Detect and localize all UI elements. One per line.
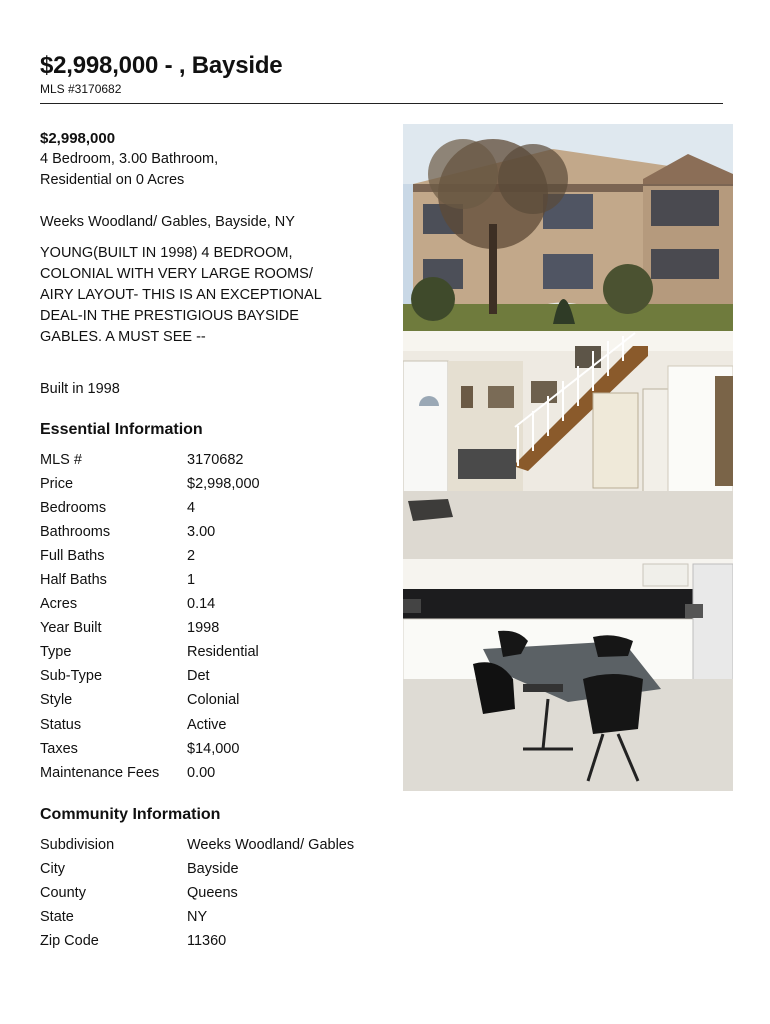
info-row [40, 833, 354, 857]
info-row [40, 448, 260, 472]
summary-line-2: Residential on 0 Acres [40, 172, 185, 188]
info-value: Queens [187, 885, 238, 902]
info-row [40, 761, 260, 785]
info-label: Acres [40, 596, 78, 613]
info-value: 1998 [187, 620, 220, 637]
info-row [40, 713, 260, 737]
summary-address: Weeks Woodland/ Gables, Bayside, NY [40, 214, 295, 230]
info-row [40, 930, 354, 954]
info-label: Sub-Type [40, 668, 103, 685]
info-row [40, 520, 260, 544]
info-label: Zip Code [40, 933, 99, 950]
community-info-heading: Community Information [40, 806, 221, 824]
info-value: 4 [187, 499, 196, 516]
info-row [40, 906, 354, 930]
info-row [40, 882, 354, 906]
info-value: 3.00 [187, 523, 216, 540]
info-label: Half Baths [40, 572, 107, 589]
info-value: 0.14 [187, 596, 216, 613]
kitchen-photo[interactable] [403, 559, 733, 791]
foyer-photo[interactable] [403, 331, 733, 559]
info-label: Taxes [40, 740, 78, 757]
info-label: Full Baths [40, 547, 105, 564]
info-row [40, 689, 260, 713]
info-value: 0.00 [187, 764, 216, 781]
info-label: City [40, 860, 65, 877]
info-row [40, 737, 260, 761]
info-row [40, 857, 354, 881]
info-value: 2 [187, 547, 196, 564]
page-title: $2,998,000 - , Bayside [40, 52, 283, 79]
info-value: Colonial [187, 692, 240, 709]
mls-subtitle: MLS #3170682 [40, 82, 122, 96]
info-row [40, 496, 260, 520]
info-value: Active [187, 716, 227, 733]
info-label: Status [40, 716, 82, 733]
info-value: $2,998,000 [187, 475, 260, 492]
info-value: Bayside [187, 860, 239, 877]
info-label: Bedrooms [40, 499, 107, 516]
info-label: MLS # [40, 451, 82, 468]
description-line: DEAL-IN THE PRESTIGIOUS BAYSIDE [40, 308, 299, 324]
exterior-photo[interactable] [403, 124, 733, 331]
info-value: 11360 [187, 933, 227, 950]
header-divider [40, 103, 723, 104]
info-row [40, 593, 260, 617]
info-row [40, 641, 260, 665]
info-label: Bathrooms [40, 523, 111, 540]
info-value: Det [187, 668, 210, 685]
description-line: GABLES. A MUST SEE -- [40, 329, 206, 345]
photo-column [403, 124, 733, 791]
info-value: 3170682 [187, 451, 244, 468]
description-line: COLONIAL WITH VERY LARGE ROOMS/ [40, 266, 313, 282]
info-label: Style [40, 692, 73, 709]
description [40, 243, 380, 348]
essential-info-table [40, 448, 260, 785]
info-row [40, 472, 260, 496]
info-label: Maintenance Fees [40, 764, 160, 781]
info-value: Residential [187, 644, 259, 661]
info-row [40, 665, 260, 689]
info-label: Year Built [40, 620, 102, 637]
info-value: 1 [187, 572, 196, 589]
summary-line-1: 4 Bedroom, 3.00 Bathroom, [40, 151, 219, 167]
info-value: Weeks Woodland/ Gables [187, 836, 355, 853]
info-value: NY [187, 909, 208, 926]
essential-info-heading: Essential Information [40, 421, 203, 438]
info-row [40, 617, 260, 641]
description-line: YOUNG(BUILT IN 1998) 4 BEDROOM, [40, 245, 293, 261]
built-year-text: Built in 1998 [40, 381, 120, 397]
info-row [40, 568, 260, 592]
listing-details [40, 128, 380, 954]
info-label: Type [40, 644, 72, 661]
info-label: Price [40, 475, 74, 492]
info-label: County [40, 885, 86, 902]
info-row [40, 544, 260, 568]
description-line: AIRY LAYOUT- THIS IS AN EXCEPTIONAL [40, 287, 322, 303]
info-label: State [40, 909, 74, 926]
info-label: Subdivision [40, 836, 115, 853]
info-value: $14,000 [187, 740, 240, 757]
community-info-table [40, 833, 354, 953]
summary-price: $2,998,000 [40, 130, 116, 147]
